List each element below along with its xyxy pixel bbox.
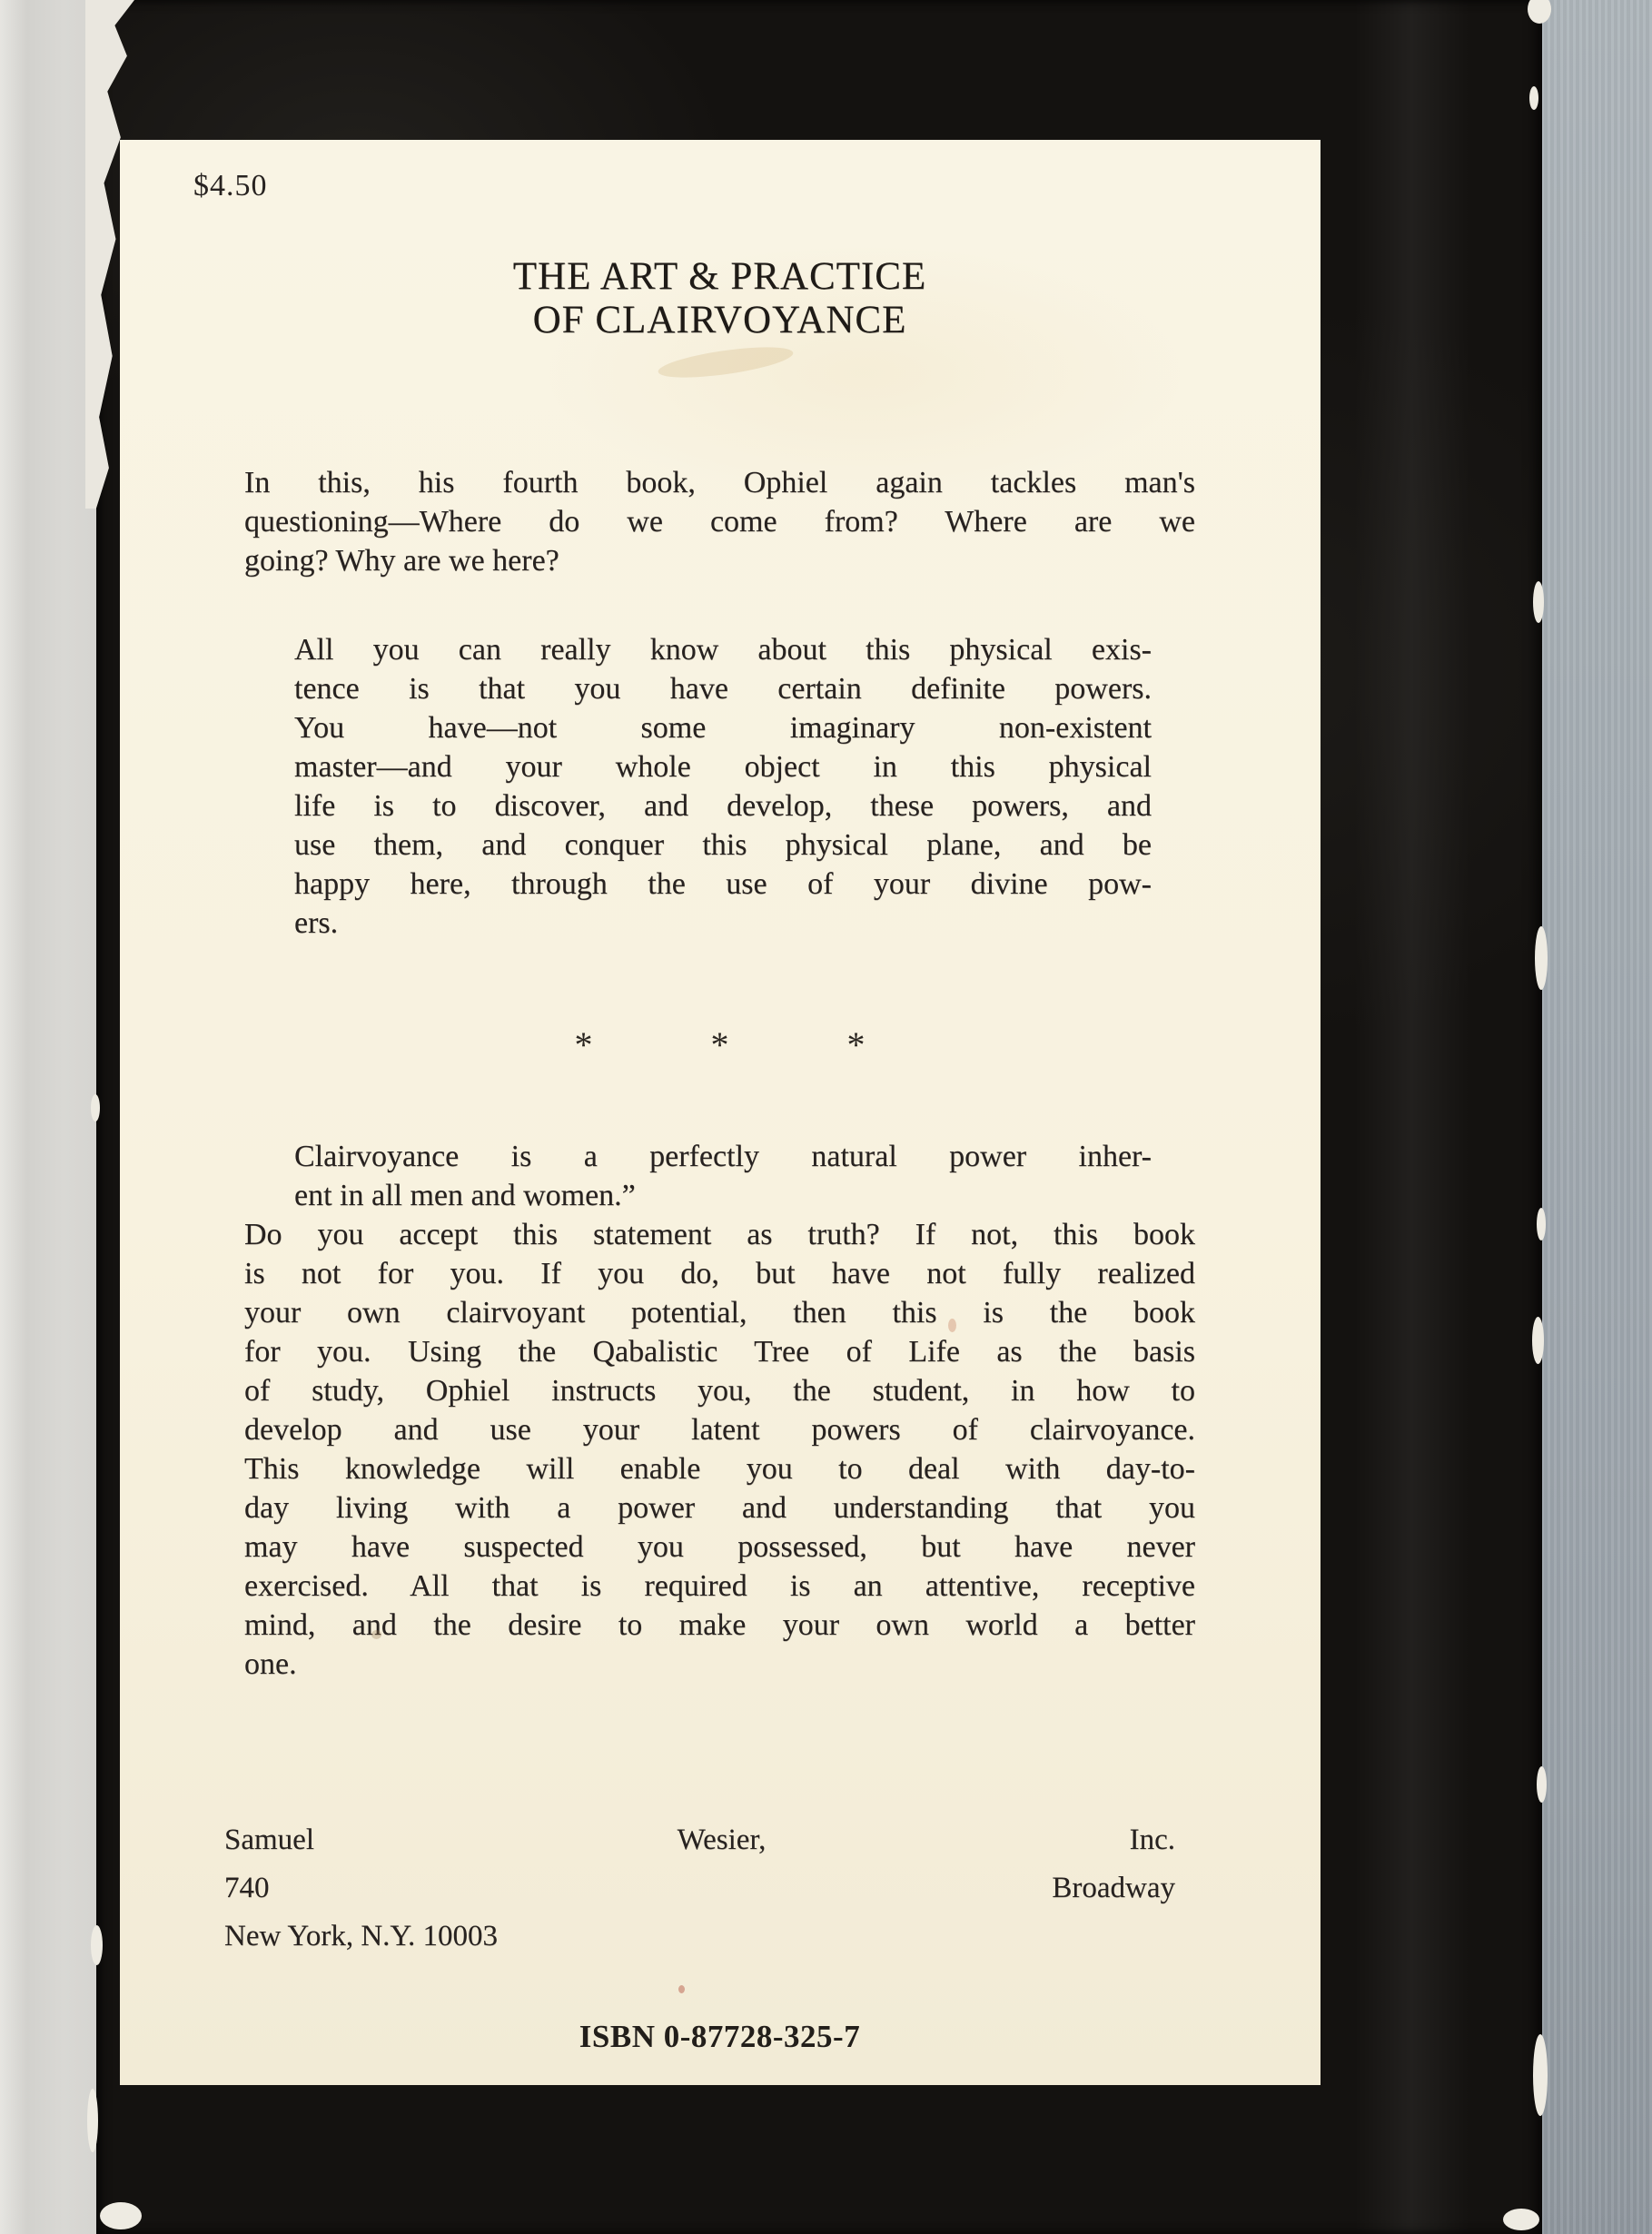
text-line: Clairvoyance is a perfectly natural power inher-	[294, 1140, 1152, 1173]
worn-spot	[87, 2089, 98, 2152]
text-line: is not for you. If you do, but have not fully realized	[244, 1257, 1195, 1290]
text-line: Samuel Wesier, Inc.	[224, 1824, 1175, 1856]
text-line: your own clairvoyant potential, then this is the book	[244, 1296, 1195, 1330]
text-line: All you can really know about this physical exis-	[294, 633, 1152, 667]
worn-spot	[1532, 1317, 1544, 1364]
price-label: $4.50	[193, 169, 268, 203]
worn-spot	[91, 1925, 103, 1965]
worn-spot	[100, 2202, 142, 2229]
book-title	[244, 255, 1195, 342]
text-line: mind, and the desire to make your own world a better	[244, 1608, 1195, 1642]
text-line: use them, and conquer this physical plane, and be	[294, 828, 1152, 862]
asterisk-icon: *	[710, 1024, 729, 1065]
worn-spot	[1537, 1766, 1547, 1803]
text-line: may have suspected you possessed, but have never	[244, 1530, 1195, 1564]
isbn-number: ISBN 0-87728-325-7	[579, 2019, 861, 2054]
text-line: life is to discover, and develop, these powers, and	[294, 789, 1152, 823]
text-line: tence is that you have certain definite powers.	[294, 672, 1152, 706]
paper-stain	[678, 1985, 685, 1993]
text-line: Do you accept this statement as truth? If not, this book	[244, 1218, 1195, 1251]
text-line: You have—not some imaginary non-existent	[294, 711, 1152, 745]
worn-spot	[1533, 581, 1544, 623]
text-line: exercised. All that is required is an attentive, receptive	[244, 1569, 1195, 1603]
text-line: This knowledge will enable you to deal with day-to-	[244, 1452, 1195, 1486]
worn-spot	[1537, 1208, 1546, 1241]
paper-stain	[371, 1630, 381, 1639]
text-line: ers.	[294, 906, 339, 940]
asterisk-icon: *	[846, 1024, 866, 1065]
text-line: develop and use your latent powers of clairvoyance.	[244, 1413, 1195, 1447]
text-line: ent in all men and women.”	[294, 1179, 636, 1212]
worn-spot	[1503, 2209, 1539, 2230]
text-line: New York, N.Y. 10003	[224, 1920, 499, 1952]
worn-spot	[1535, 926, 1548, 990]
asterisk-separator	[244, 1024, 1195, 1066]
description-paragraph	[244, 1215, 1195, 1684]
text-line: one.	[244, 1647, 297, 1681]
excerpt-closing-quote	[294, 1137, 1152, 1215]
excerpt-block-quote	[294, 630, 1152, 943]
asterisk-icon: *	[574, 1024, 593, 1065]
worn-spot	[1533, 2034, 1548, 2116]
text-line: In this, his fourth book, Ophiel again tackles man's	[244, 466, 1195, 499]
book-title-line-2: OF CLAIRVOYANCE	[532, 299, 907, 341]
text-line: questioning—Where do we come from? Where are we	[244, 505, 1195, 539]
cover-text-panel	[120, 140, 1321, 2085]
book-title-line-1: THE ART & PRACTICE	[512, 255, 927, 298]
text-line: master—and your whole object in this physical	[294, 750, 1152, 784]
text-line: of study, Ophiel instructs you, the student, in how to	[244, 1374, 1195, 1408]
scanner-background-right	[1541, 0, 1652, 2234]
publisher-address-block	[224, 1816, 1175, 1961]
text-line: 740 Broadway	[224, 1872, 1175, 1904]
text-line: day living with a power and understanding that you	[244, 1491, 1195, 1525]
paper-stain	[948, 1319, 956, 1332]
text-line: happy here, through the use of your divine pow-	[294, 867, 1152, 901]
intro-paragraph	[244, 463, 1195, 580]
worn-spot	[91, 1094, 100, 1122]
paper-stain	[657, 341, 795, 384]
text-line: going? Why are we here?	[244, 544, 559, 578]
worn-spot	[1529, 86, 1538, 110]
text-line: for you. Using the Qabalistic Tree of Life as the basis	[244, 1335, 1195, 1369]
